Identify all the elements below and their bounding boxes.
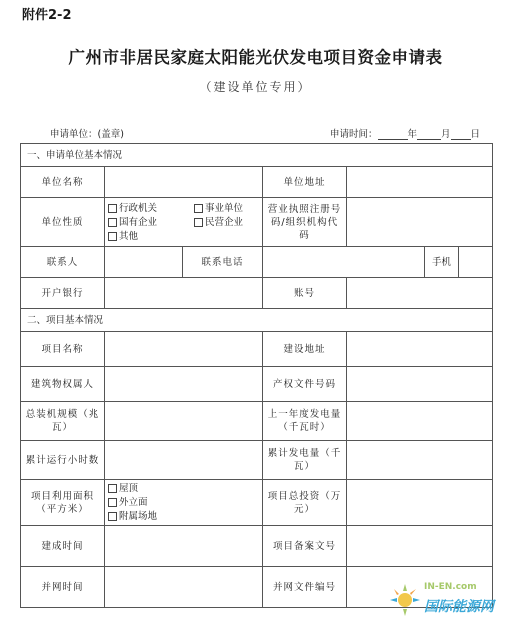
- field-license-code[interactable]: [347, 198, 493, 247]
- label-last-year-gen: 上一年度发电量（千瓦时）: [263, 402, 347, 441]
- row-run-hours: [21, 441, 493, 480]
- field-filing-no[interactable]: [347, 526, 493, 567]
- option-other[interactable]: [108, 230, 194, 243]
- field-contact-phone[interactable]: [263, 247, 425, 278]
- section1-header-row: [21, 144, 493, 167]
- field-unit-address[interactable]: [347, 167, 493, 198]
- label-filing-no: 项目备案文号: [263, 526, 347, 567]
- month-blank[interactable]: [417, 129, 441, 140]
- option-private[interactable]: [194, 216, 264, 229]
- field-run-hours[interactable]: [105, 441, 263, 480]
- row-building-owner: [21, 367, 493, 402]
- year-label: 年: [407, 129, 418, 140]
- application-date: [330, 126, 480, 140]
- row-project-name: [21, 332, 493, 367]
- option-facade[interactable]: [108, 496, 259, 509]
- label-total-gen: 累计发电量（千瓦）: [263, 441, 347, 480]
- label-license-code: 营业执照注册号码/组织机构代码: [263, 198, 347, 247]
- field-total-gen[interactable]: [347, 441, 493, 480]
- label-unit-nature: 单位性质: [21, 198, 105, 247]
- row-bank: [21, 278, 493, 309]
- row-area: [21, 480, 493, 526]
- section2-header-row: [21, 309, 493, 332]
- checkbox-icon[interactable]: [108, 498, 117, 507]
- label-bank: 开户银行: [21, 278, 105, 309]
- watermark-line1: IN-EN.com: [424, 582, 477, 592]
- label-contact-phone: 联系电话: [183, 247, 263, 278]
- field-building-owner[interactable]: [105, 367, 263, 402]
- label-account: 账号: [263, 278, 347, 309]
- option-label: 行政机关: [119, 202, 158, 214]
- field-investment[interactable]: [347, 480, 493, 526]
- label-completion-time: 建成时间: [21, 526, 105, 567]
- field-site-address[interactable]: [347, 332, 493, 367]
- field-mobile[interactable]: [459, 247, 492, 277]
- field-grid-time[interactable]: [105, 567, 263, 608]
- date-label: 申请时间：: [330, 129, 378, 140]
- form-subtitle: （建设单位专用）: [199, 80, 312, 94]
- checkbox-icon[interactable]: [108, 218, 117, 227]
- day-label: 日: [470, 129, 481, 140]
- row-completion: [21, 526, 493, 567]
- label-unit-name: 单位名称: [21, 167, 105, 198]
- applicant-label: 申请单位：(盖章): [50, 129, 124, 140]
- watermark-logo: [384, 576, 508, 628]
- row-capacity: [21, 402, 493, 441]
- field-completion-time[interactable]: [105, 526, 263, 567]
- day-blank[interactable]: [451, 129, 471, 140]
- year-blank[interactable]: [378, 129, 408, 140]
- checkbox-icon[interactable]: [108, 484, 117, 493]
- option-label: 附属场地: [119, 511, 158, 522]
- option-label: 民营企业: [205, 216, 244, 228]
- application-form-table: [20, 143, 493, 608]
- option-label: 屋顶: [119, 483, 139, 494]
- field-unit-name[interactable]: [105, 167, 263, 198]
- label-unit-address: 单位地址: [263, 167, 347, 198]
- label-grid-doc-no: 并网文件编号: [263, 567, 347, 608]
- watermark-line2: 国际能源网: [424, 599, 494, 615]
- option-label: 事业单位: [205, 202, 244, 214]
- label-site-address: 建设地址: [263, 332, 347, 367]
- checkbox-icon[interactable]: [108, 232, 117, 241]
- sun-leaf-icon: [386, 580, 424, 620]
- option-public-institution[interactable]: [194, 202, 264, 215]
- field-capacity[interactable]: [105, 402, 263, 441]
- field-area: [105, 480, 263, 526]
- option-roof[interactable]: [108, 482, 259, 495]
- field-bank[interactable]: [105, 278, 263, 309]
- label-run-hours: 累计运行小时数: [21, 441, 105, 480]
- label-project-name: 项目名称: [21, 332, 105, 367]
- checkbox-icon[interactable]: [108, 204, 117, 213]
- option-state-owned[interactable]: [108, 216, 194, 229]
- row-unit-nature: [21, 198, 493, 247]
- label-contact: 联系人: [21, 247, 105, 278]
- section1-title: 一、申请单位基本情况: [21, 144, 493, 167]
- field-title-doc-no[interactable]: [347, 367, 493, 402]
- field-last-year-gen[interactable]: [347, 402, 493, 441]
- field-contact[interactable]: [105, 247, 183, 278]
- field-unit-nature: [105, 198, 263, 247]
- option-label: 其他: [119, 230, 139, 242]
- label-capacity: 总装机规模（兆瓦）: [21, 402, 105, 441]
- option-label: 国有企业: [119, 216, 158, 228]
- option-label: 外立面: [119, 497, 148, 508]
- month-label: 月: [441, 129, 451, 140]
- checkbox-icon[interactable]: [194, 204, 203, 213]
- label-title-doc-no: 产权文件号码: [263, 367, 347, 402]
- field-project-name[interactable]: [105, 332, 263, 367]
- field-account[interactable]: [347, 278, 493, 309]
- label-investment: 项目总投资（万元）: [263, 480, 347, 526]
- option-government[interactable]: [108, 202, 194, 215]
- label-mobile: 手机: [425, 247, 459, 277]
- row-contact: [21, 247, 493, 278]
- checkbox-icon[interactable]: [194, 218, 203, 227]
- annex-label: 附件2-2: [22, 8, 72, 23]
- label-area: 项目利用面积（平方米）: [21, 480, 105, 526]
- option-ancillary-site[interactable]: [108, 510, 259, 523]
- label-grid-time: 并网时间: [21, 567, 105, 608]
- checkbox-icon[interactable]: [108, 512, 117, 521]
- section2-title: 二、项目基本情况: [21, 309, 493, 332]
- row-unit-name: [21, 167, 493, 198]
- form-title: 广州市非居民家庭太阳能光伏发电项目资金申请表: [68, 48, 443, 67]
- label-building-owner: 建筑物权属人: [21, 367, 105, 402]
- mobile-cell: [425, 247, 493, 278]
